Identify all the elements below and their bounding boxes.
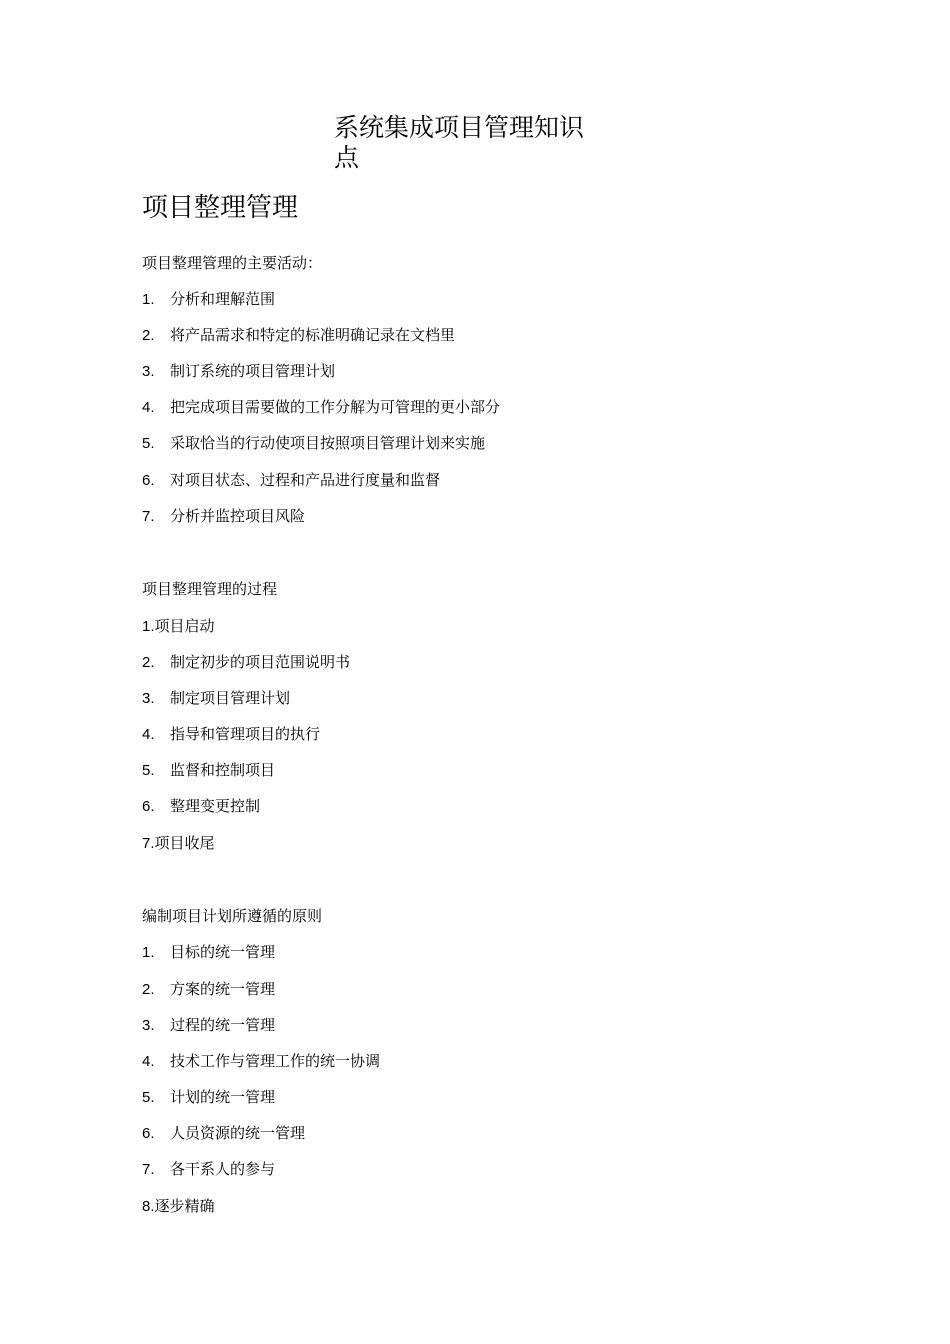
list-item (142, 361, 335, 382)
list-text: 制定项目管理计划 (170, 689, 291, 707)
list-number: 5. (142, 435, 155, 452)
list-text: 计划的统一管理 (170, 1088, 276, 1106)
list-text: 逐步精确 (154, 1197, 215, 1215)
list-number: 4. (142, 399, 155, 416)
list-number: 2. (142, 981, 155, 998)
activities-label: 项目整理管理的主要活动： (142, 254, 323, 272)
list-item (142, 289, 275, 310)
list-number: 4. (142, 726, 155, 743)
list-number: 7. (142, 835, 155, 852)
list-text: 制订系统的项目管理计划 (170, 362, 336, 380)
list-item (142, 433, 485, 454)
list-text: 目标的统一管理 (170, 943, 276, 961)
list-item (142, 796, 260, 817)
list-text: 项目收尾 (154, 834, 215, 852)
document-title: 系统集成项目管理知识点 (334, 113, 585, 172)
list-item (142, 1051, 380, 1072)
list-text: 把完成项目需要做的工作分解为可管理的更小部分 (170, 398, 501, 416)
list-item (142, 979, 275, 1000)
list-text: 制定初步的项目范围说明书 (170, 653, 351, 671)
list-number: 4. (142, 1053, 155, 1070)
list-item (142, 616, 215, 637)
list-number: 3. (142, 1017, 155, 1034)
list-text: 各干系人的参与 (170, 1160, 276, 1178)
list-number: 6. (142, 1125, 155, 1142)
list-text: 人员资源的统一管理 (170, 1124, 306, 1142)
list-number: 6. (142, 798, 155, 815)
list-item (142, 397, 500, 418)
list-text: 项目启动 (154, 617, 215, 635)
list-text: 采取恰当的行动使项目按照项目管理计划来实施 (170, 434, 486, 452)
list-text: 分析和理解范围 (170, 290, 276, 308)
principles-label: 编制项目计划所遵循的原则 (142, 907, 323, 925)
list-number: 5. (142, 1089, 155, 1106)
list-text: 方案的统一管理 (170, 980, 276, 998)
list-number: 3. (142, 363, 155, 380)
list-number: 2. (142, 654, 155, 671)
list-number: 2. (142, 327, 155, 344)
list-item (142, 1159, 275, 1180)
list-item (142, 724, 320, 745)
list-number: 6. (142, 472, 155, 489)
list-text: 监督和控制项目 (170, 761, 276, 779)
process-label: 项目整理管理的过程 (142, 580, 278, 598)
list-text: 技术工作与管理工作的统一协调 (170, 1052, 381, 1070)
list-item (142, 1196, 215, 1217)
list-item (142, 506, 305, 527)
list-item (142, 942, 275, 963)
section-heading: 项目整理管理 (142, 193, 299, 223)
list-item (142, 1123, 305, 1144)
list-text: 整理变更控制 (170, 797, 261, 815)
list-number: 1. (142, 291, 155, 308)
list-number: 1. (142, 618, 155, 635)
list-text: 分析并监控项目风险 (170, 507, 306, 525)
list-number: 7. (142, 1161, 155, 1178)
list-number: 5. (142, 762, 155, 779)
list-item (142, 1015, 275, 1036)
list-item (142, 652, 350, 673)
list-number: 1. (142, 944, 155, 961)
list-item (142, 470, 440, 491)
list-item (142, 1087, 275, 1108)
list-item (142, 688, 290, 709)
list-text: 指导和管理项目的执行 (170, 725, 321, 743)
list-number: 8. (142, 1198, 155, 1215)
list-item (142, 833, 215, 854)
list-text: 过程的统一管理 (170, 1016, 276, 1034)
list-text: 将产品需求和特定的标准明确记录在文档里 (170, 326, 456, 344)
list-number: 3. (142, 690, 155, 707)
list-item (142, 760, 275, 781)
list-text: 对项目状态、过程和产品进行度量和监督 (170, 471, 441, 489)
list-item (142, 325, 455, 346)
list-number: 7. (142, 508, 155, 525)
